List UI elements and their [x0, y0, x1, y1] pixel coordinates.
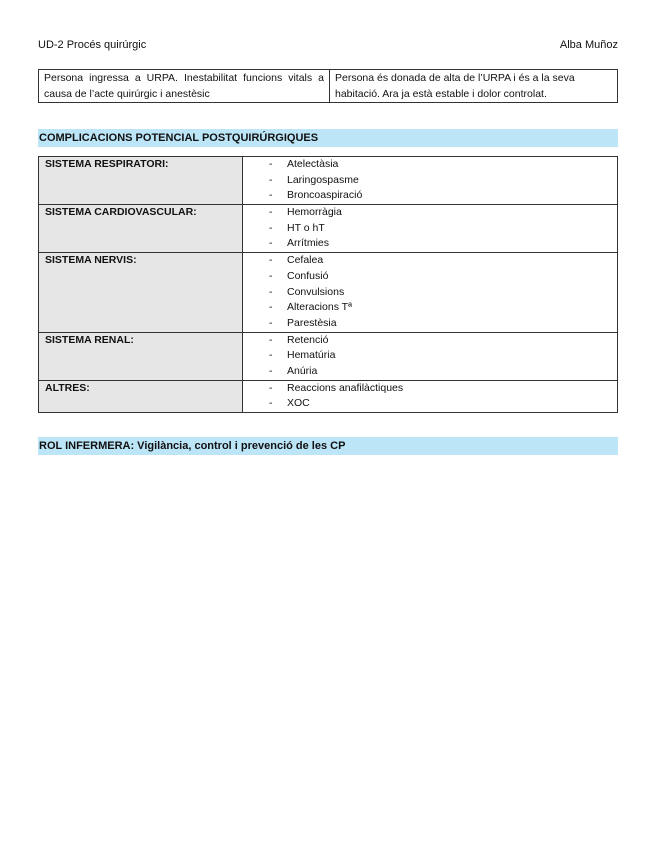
list-item	[269, 396, 617, 412]
complication-label: Convulsions	[287, 285, 345, 298]
list-item	[269, 316, 617, 332]
system-name: ALTRES:	[39, 380, 243, 412]
complication-list	[243, 381, 617, 412]
list-item	[269, 364, 617, 380]
complication-cell	[243, 380, 618, 412]
dash-bullet: -	[269, 333, 273, 346]
dash-bullet: -	[269, 364, 273, 377]
section-heading-complications: COMPLICACIONS POTENCIAL POSTQUIRÚRGIQUES	[38, 129, 618, 147]
list-item	[269, 188, 617, 204]
complication-label: Alteracions Tª	[287, 301, 352, 314]
complication-label: Hemorràgia	[287, 206, 342, 219]
complication-label: HT o hT	[287, 221, 325, 234]
complication-label: Cefalea	[287, 254, 324, 267]
complications-table-body	[39, 157, 618, 413]
complication-label: Confusió	[287, 269, 329, 282]
header-author: Alba Muñoz	[559, 39, 618, 51]
dash-bullet: -	[269, 158, 273, 170]
complication-label: Atelectàsia	[287, 158, 339, 170]
system-name: SISTEMA NERVIS:	[39, 253, 243, 332]
complication-cell	[243, 157, 618, 205]
dash-bullet: -	[269, 316, 273, 329]
dash-bullet: -	[269, 221, 273, 234]
complication-cell	[243, 205, 618, 253]
list-item	[269, 300, 617, 316]
list-item	[269, 173, 617, 189]
complication-label: Reaccions anafilàctiques	[287, 381, 404, 394]
complication-cell	[243, 253, 618, 332]
list-item	[269, 253, 617, 269]
complication-label: XOC	[287, 397, 310, 410]
list-item	[269, 269, 617, 285]
table-row	[39, 332, 618, 380]
list-item	[269, 205, 617, 221]
complication-label: Anúria	[287, 364, 318, 377]
list-item	[269, 221, 617, 237]
complication-list	[243, 253, 617, 331]
dash-bullet: -	[269, 285, 273, 298]
dash-bullet: -	[269, 269, 273, 282]
page-header	[38, 39, 618, 51]
intro-cell-urpa: Persona ingressa a URPA. Inestabilitat funcions vitals a causa de l’acte quirúrgic i anestèsic	[39, 70, 330, 103]
complication-label: Arrítmies	[287, 237, 329, 250]
dash-bullet: -	[269, 381, 273, 394]
dash-bullet: -	[269, 254, 273, 267]
complication-label: Broncoaspiració	[287, 189, 363, 202]
list-item	[269, 348, 617, 364]
table-row	[39, 157, 618, 205]
list-item	[269, 285, 617, 301]
dash-bullet: -	[269, 301, 273, 314]
system-name: SISTEMA RENAL:	[39, 332, 243, 380]
system-name: SISTEMA CARDIOVASCULAR:	[39, 205, 243, 253]
complication-label: Retenció	[287, 333, 329, 346]
complication-cell	[243, 332, 618, 380]
intro-cell-discharge: Persona és donada de alta de l’URPA i és a la seva habitació. Ara ja està estable i dolor controlat.	[330, 70, 618, 103]
list-item	[269, 236, 617, 252]
complication-list	[243, 157, 617, 204]
dash-bullet: -	[269, 237, 273, 250]
table-row	[39, 253, 618, 332]
intro-row	[39, 70, 618, 103]
section-heading-nursing-role: ROL INFERMERA: Vigilància, control i prevenció de les CP	[38, 437, 618, 455]
complications-table	[38, 156, 618, 413]
dash-bullet: -	[269, 206, 273, 219]
complication-list	[243, 205, 617, 252]
dash-bullet: -	[269, 397, 273, 410]
complication-label: Parestèsia	[287, 316, 337, 329]
complication-list	[243, 333, 617, 380]
complication-label: Laringospasme	[287, 173, 359, 186]
dash-bullet: -	[269, 189, 273, 202]
complication-label: Hematúria	[287, 349, 336, 362]
list-item	[269, 157, 617, 173]
list-item	[269, 381, 617, 397]
intro-table	[38, 69, 618, 103]
dash-bullet: -	[269, 349, 273, 362]
header-course: UD-2 Procés quirúrgic	[38, 39, 147, 51]
system-name: SISTEMA RESPIRATORI:	[39, 157, 243, 205]
table-row	[39, 205, 618, 253]
table-row	[39, 380, 618, 412]
list-item	[269, 333, 617, 349]
dash-bullet: -	[269, 173, 273, 186]
